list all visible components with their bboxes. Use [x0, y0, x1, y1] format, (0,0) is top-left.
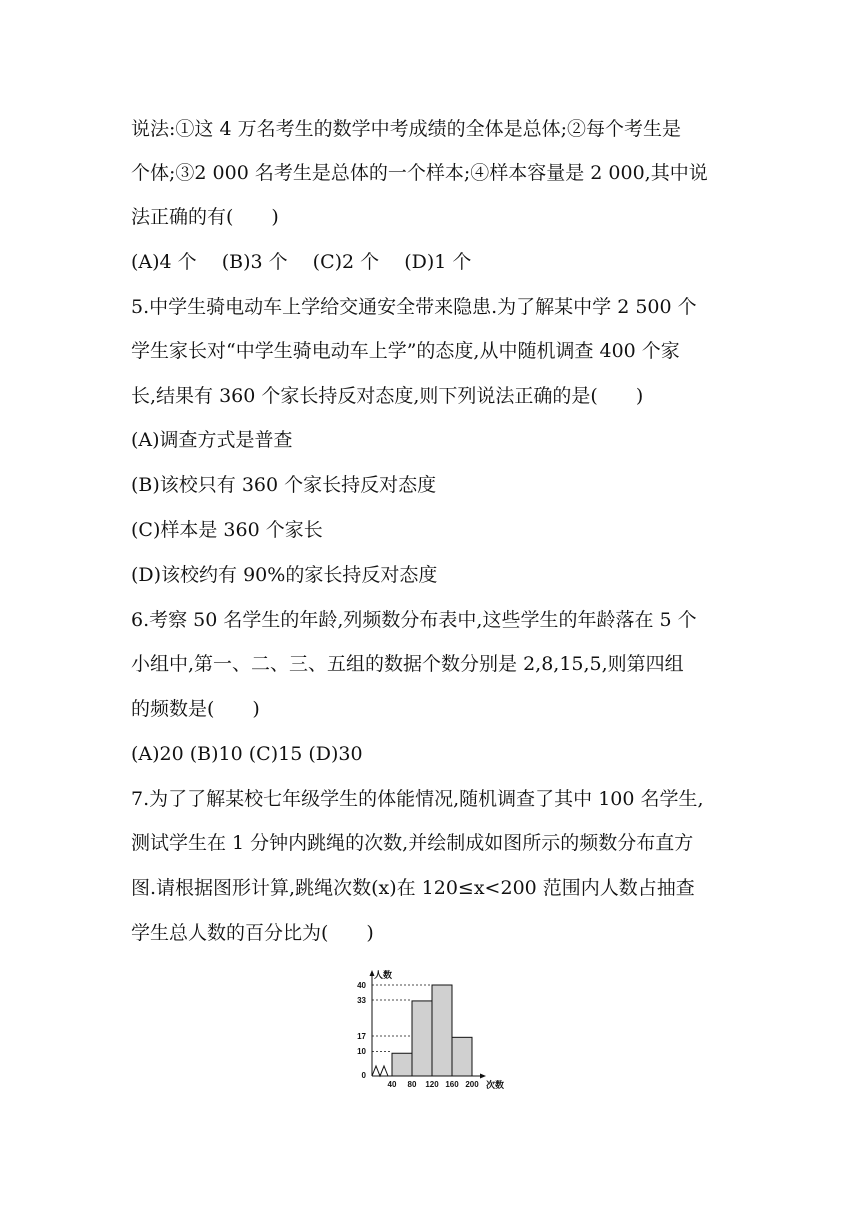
option-line: (B)该校只有 360 个家长持反对态度	[131, 474, 437, 496]
histogram-bar	[392, 1053, 412, 1076]
text-line: 7.为了了解某校七年级学生的体能情况,随机调查了其中 100 名学生,	[131, 788, 704, 810]
x-tick-label: 120	[425, 1080, 439, 1089]
y-tick-label: 10	[357, 1047, 366, 1056]
text-line: 学生家长对“中学生骑电动车上学”的态度,从中随机调查 400 个家	[131, 340, 680, 362]
histogram-bar	[412, 1001, 432, 1076]
y-tick-label: 33	[357, 996, 366, 1005]
x-axis-label: 次数	[486, 1080, 505, 1090]
option-line: (A)4 个 (B)3 个 (C)2 个 (D)1 个	[131, 251, 472, 273]
text-line: 测试学生在 1 分钟内跳绳的次数,并绘制成如图所示的频数分布直方	[131, 832, 694, 854]
text-line: 个体;③2 000 名考生是总体的一个样本;④样本容量是 2 000,其中说	[131, 162, 708, 184]
option-line: (A)调查方式是普查	[131, 429, 293, 451]
y-tick-label: 17	[357, 1032, 366, 1041]
option-line: (A)20 (B)10 (C)15 (D)30	[131, 743, 363, 765]
y-tick-label: 40	[357, 981, 366, 990]
axis-break	[372, 1066, 388, 1076]
x-axis-arrow	[480, 1074, 486, 1079]
text-line: 长,结果有 360 个家长持反对态度,则下列说法正确的是( )	[131, 385, 644, 407]
text-line: 图.请根据图形计算,跳绳次数(x)在 120≤x<200 范围内人数占抽查	[131, 877, 695, 899]
x-tick-label: 200	[465, 1080, 479, 1089]
text-line: 法正确的有( )	[131, 206, 279, 228]
y-tick-label: 0	[361, 1071, 366, 1080]
text-line: 的频数是( )	[131, 698, 260, 720]
option-line: (D)该校约有 90%的家长持反对态度	[131, 564, 438, 586]
y-axis-label: 人数	[374, 970, 393, 980]
x-tick-label: 80	[407, 1080, 417, 1089]
text-line: 小组中,第一、二、三、五组的数据个数分别是 2,8,15,5,则第四组	[131, 653, 684, 675]
histogram-chart	[352, 966, 512, 1092]
text-line: 说法:①这 4 万名考生的数学中考成绩的全体是总体;②每个考生是	[131, 118, 681, 140]
option-line: (C)样本是 360 个家长	[131, 519, 323, 541]
histogram-bar	[452, 1037, 472, 1076]
x-tick-label: 160	[445, 1080, 459, 1089]
histogram-bar	[432, 985, 452, 1076]
text-line: 6.考察 50 名学生的年龄,列频数分布表中,这些学生的年龄落在 5 个	[131, 609, 697, 631]
text-line: 5.中学生骑电动车上学给交通安全带来隐患.为了解某中学 2 500 个	[131, 296, 697, 318]
x-tick-label: 40	[387, 1080, 397, 1089]
text-line: 学生总人数的百分比为( )	[131, 922, 374, 944]
